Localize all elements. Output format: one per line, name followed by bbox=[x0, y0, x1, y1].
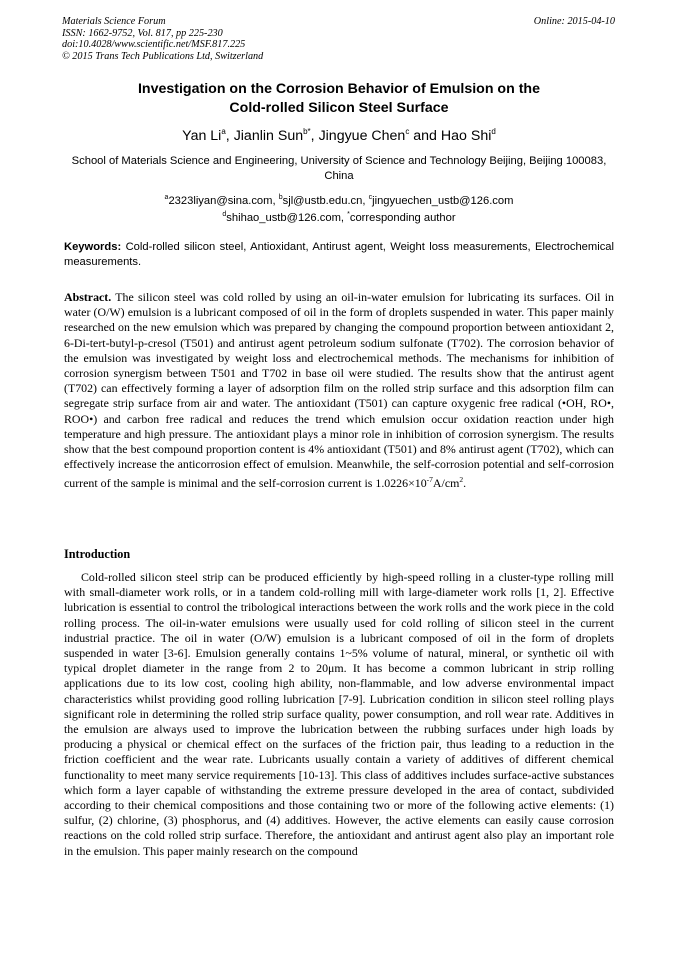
doi-line[interactable]: doi:10.4028/www.scientific.net/MSF.817.225 bbox=[62, 39, 246, 51]
abstract-end: . bbox=[463, 476, 467, 491]
author-marker: d bbox=[491, 127, 496, 136]
author-name: Jianlin Sun bbox=[233, 128, 304, 144]
author-list bbox=[60, 127, 618, 144]
author-marker: a bbox=[221, 127, 226, 136]
journal-header bbox=[62, 16, 462, 62]
abstract-exponent: -7 bbox=[426, 475, 433, 485]
email-line-2 bbox=[60, 208, 618, 225]
introduction-paragraph: Cold-rolled silicon steel strip can be produced efficiently by high-speed rolling in a cluster-type rolling mill with small-diameter work rolls, or in a tandem cold-rolling mill with large-diameter work rolls [1, 2]. Effective lubrication is essential to control the tribological interactions between the work rolls and the work piece in the cold rolling process. The oil-in-water emulsions were usually used for cold rolling of silicon steel in the current industrial practice. The oil in water (O/W) emulsion is a lubricant composed of oil in the form of droplets suspended in water [3-6]. Emulsion generally contains 1~5% volume of natural, mineral, or synthetic oil with typical droplet diameter in the range from 2 to 20μm. It has become a common lubricant in strip rolling applications due to its low cost, cooling high ability, non-flammable, and low adverse environmental impact characteristics whilst providing good rolling lubrication [7-9]. Lubrication condition in silicon steel rolling plays significant role in determining the rolled strip surface quality, power consumption, and roll wear rate. Additives in the emulsion are always used to improve the lubrication between the rubbing surfaces under high loads by producing a physical or chemical effect on the surfaces of the friction pair, thus leading to a reduction in the friction coefficient and the wear rate. Lubricants usually contain a variety of additives of different chemical functionality to meet many service requirements [10-13]. This class of additives includes surface-active substances which form a layer capable of withstanding the extreme pressure developed in the area of contact, subdivided according to their chemical compositions and those containing two or more of the following active elements: (1) sulfur, (2) chlorine, (3) phosphorus, and (4) additives. However, the active elements can easily cause corrosion reactions on the cold rolled strip surface. Therefore, the antioxidant and antirust agent also play an important role in the emulsion. This paper mainly research on the compound bbox=[64, 570, 614, 858]
abstract-label: Abstract. bbox=[64, 290, 112, 304]
corresponding-note: corresponding author bbox=[349, 212, 456, 224]
author-separator: and bbox=[409, 128, 441, 144]
journal-name: Materials Science Forum bbox=[62, 16, 166, 27]
author-emails bbox=[60, 191, 618, 225]
email-marker: a bbox=[164, 194, 169, 201]
abstract-text: The silicon steel was cold rolled by using an oil-in-water emulsion for lubricating its surfaces. Oil in water (O/W) emulsion is a lubricant composed of oil in the form of droplets suspended in water. This paper mainly researched on the new emulsion which was prepared by changing the compound proportion between antioxidant 2, 6-Di-tert-butyl-p-cresol (T501) and antirust agent petroleum sodium sulfonate (T702). The corrosion behavior of the emulsion was investigated by weight loss and electrochemical methods. The mechanisms for inhibition of corrosion synergism between T501 and T702 in base oil were studied. The results show that the antirust agent (T702) can effectively forming a layer of adsorption film on the rolled strip surface and this adsorption film can segregate strip surface from air and water. The antioxidant (T501) can capture oxygenic free radical (•OH, RO•, ROO•) and carbon free radical and reduces the trend which emulsion occur oxidation reaction under high temperature and high pressure. The antioxidant plays a minor role in inhibition of corrosion synergism. The results show that the best compound proportion content is 4% antioxidant (T501) and 8% antirust agent (T702), which can effectively increase the anticorrosion effect of emulsion. Meanwhile, the self-corrosion potential and self-corrosion current of the sample is minimal and the self-corrosion current is 1.0226×10 bbox=[64, 290, 614, 491]
author-marker: b* bbox=[303, 127, 311, 136]
email-address[interactable]: 2323liyan@sina.com, bbox=[168, 195, 279, 207]
affiliation: School of Materials Science and Engineering, University of Science and Technology Beijing, Beijing 100083, China bbox=[71, 155, 607, 182]
abstract-section bbox=[64, 290, 614, 492]
email-marker: b bbox=[278, 194, 283, 201]
author-separator: , bbox=[225, 128, 234, 144]
online-date: Online: 2015-04-10 bbox=[533, 16, 615, 27]
author-marker: c bbox=[405, 127, 410, 136]
abstract-unit-exponent: 2 bbox=[459, 475, 464, 485]
email-line-1 bbox=[60, 191, 618, 208]
copyright-line: © 2015 Trans Tech Publications Ltd, Switzerland bbox=[62, 50, 264, 62]
paper-title bbox=[60, 80, 618, 118]
keywords-label: Keywords: bbox=[64, 241, 122, 253]
email-marker: c bbox=[368, 194, 373, 201]
abstract-unit: A/cm bbox=[432, 476, 460, 491]
author-separator: , bbox=[310, 128, 319, 144]
issn-line: ISSN: 1662-9752, Vol. 817, pp 225-230 bbox=[62, 27, 223, 39]
email-address[interactable]: sjl@ustb.edu.cn, bbox=[282, 195, 369, 207]
email-address[interactable]: shihao_ustb@126.com, bbox=[226, 212, 348, 224]
email-address[interactable]: jingyuechen_ustb@126.com bbox=[372, 195, 514, 207]
title-line-2: Cold-rolled Silicon Steel Surface bbox=[229, 100, 449, 116]
keywords-section bbox=[64, 240, 614, 270]
author-name: Hao Shi bbox=[440, 128, 492, 144]
author-name: Yan Li bbox=[182, 128, 222, 144]
email-marker: d bbox=[222, 211, 227, 218]
introduction-heading: Introduction bbox=[64, 547, 131, 561]
corresponding-marker: * bbox=[347, 211, 350, 218]
keywords-text: Cold-rolled silicon steel, Antioxidant, Antirust agent, Weight loss measurements, Electrochemical measurements. bbox=[64, 241, 614, 268]
author-name: Jingyue Chen bbox=[318, 128, 406, 144]
title-line-1: Investigation on the Corrosion Behavior of Emulsion on the bbox=[137, 81, 540, 97]
